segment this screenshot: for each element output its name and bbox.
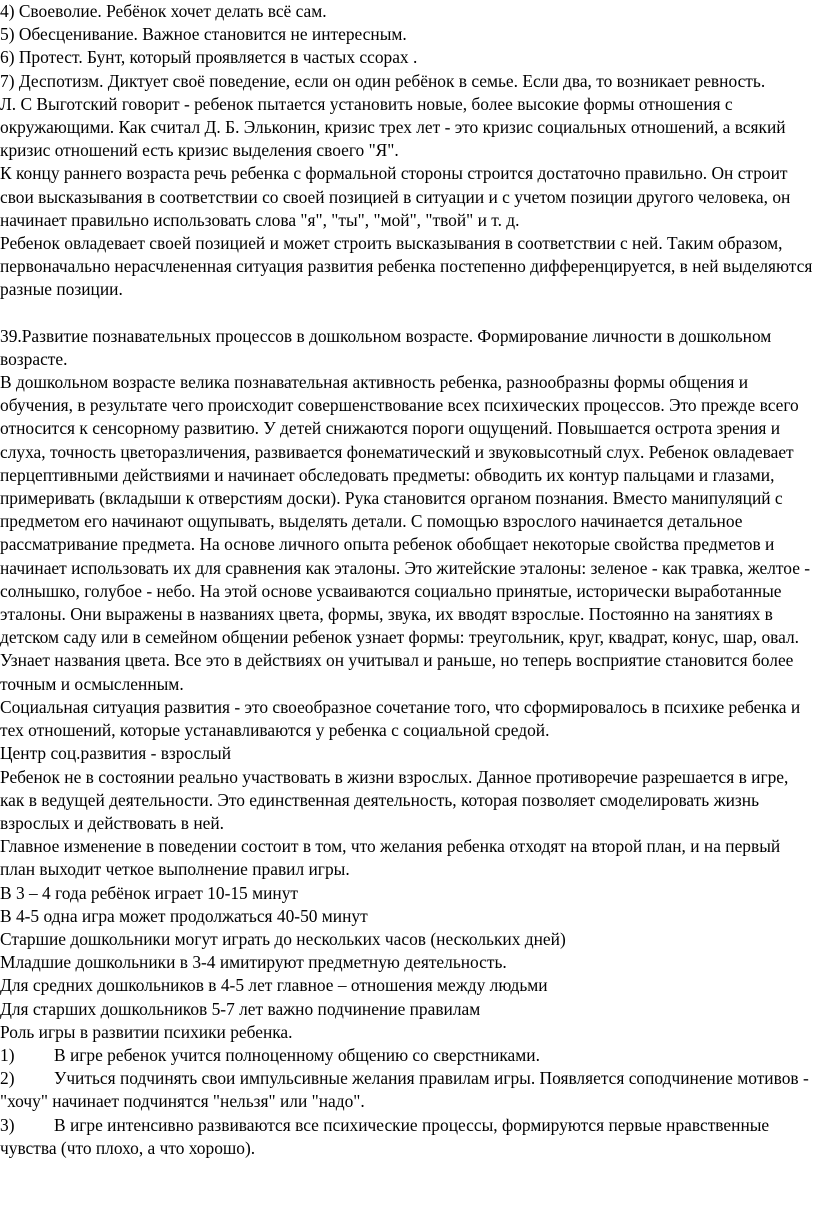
- item-number: 2): [0, 1068, 15, 1089]
- list-item-svoevolie: 4) Своеволие. Ребёнок хочет делать всё сам.: [0, 1, 327, 21]
- section-heading-39: 39.Развитие познавательных процессов в дошкольном возрасте. Формирование личности в дошкольном возрасте.: [0, 325, 772, 369]
- item-text: В игре интенсивно развиваются все психические процессы, формируются первые нравственные чувства (что плохо, а что хорошо).: [0, 1114, 770, 1158]
- paragraph-play-4-5: В 4-5 одна игра может продолжаться 40-50 минут: [0, 905, 368, 926]
- paragraph-role-of-play: Роль игры в развитии психики ребенка.: [0, 1021, 293, 1042]
- item-number: 3): [0, 1114, 15, 1135]
- numbered-item-3: [0, 1114, 814, 1160]
- paragraph-middle: Для средних дошкольников в 4-5 лет главное – отношения между людьми: [0, 975, 548, 996]
- paragraph-social-situation: Социальная ситуация развития - это своеобразное сочетание того, что сформировалось в психике ребенка и тех отношений, которые устанавливаются у ребенка с социальной средой.: [0, 696, 801, 741]
- paragraph-speech: К концу раннего возраста речь ребенка с формальной стороны строится достаточно правильно. Он строит свои высказывания в соответствии со своей позицией в ситуации и с учетом позиции другого человека, он начинает правильно использовать слова "я", "ты", "мой", "твой" и т. д.: [0, 163, 791, 230]
- numbered-item-2: [0, 1067, 814, 1113]
- paragraph-play-contradiction: Ребенок не в состоянии реально участвовать в жизни взрослых. Данное противоречие разрешается в игре, как в ведущей деятельности. Это единственная деятельность, которая позволяет смоделировать жизнь взрослых и действовать в ней.: [0, 766, 789, 833]
- item-text: Учиться подчинять свои импульсивные желания правилам игры. Появляется соподчинение мотивов - "хочу" начинает подчинятся "нельзя" или "надо".: [0, 1068, 809, 1112]
- paragraph-older-play: Старшие дошкольники могут играть до нескольких часов (нескольких дней): [0, 928, 566, 949]
- list-item-obescenivanie: 5) Обесценивание. Важное становится не интересным.: [0, 24, 407, 45]
- item-number: 1): [0, 1044, 15, 1065]
- paragraph-vygotsky: Л. С Выготский говорит - ребенок пытается установить новые, более высокие формы отношения с окружающими. Как считал Д. Б. Эльконин, кризис трех лет - это кризис социальных отношений, а всякий кризис отношений есть кризис выделения своего "Я".: [0, 93, 786, 161]
- paragraph-main-change: Главное изменение в поведении состоит в том, что желания ребенка отходят на второй план, и на первый план выходит четкое выполнение правил игры.: [0, 836, 781, 880]
- item-text: В игре ребенок учится полноценному общению со сверстниками.: [54, 1044, 540, 1065]
- numbered-item-1: [0, 1044, 814, 1067]
- paragraph-older-rules: Для старших дошкольников 5-7 лет важно подчинение правилам: [0, 998, 481, 1019]
- blank-line: [0, 302, 814, 325]
- paragraph-cognitive-development: В дошкольном возрасте велика познавательная активность ребенка, разнообразны формы общения и обучения, в результате чего происходит совершенствование всех психических процессов. Это прежде всего относится к сенсорному развитию. У детей снижаются пороги ощущений. Повышается острота зрения и слуха, точность цветоразличения, развивается фонематический и звуковысотный слух. Ребенок овладевает перцептивными действиями и начинает обследовать предметы: обводить их контур пальцами и глазами, примеривать (вкладыши к отверстиям доски). Рука становится органом познания. Вместо манипуляций с предметом его начинают ощупывать, выделять детали. С помощью взрослого начинается детальное рассматривание предмета. На основе личного опыта ребенок обобщает некоторые свойства предметов и начинает использовать их для сравнения как эталоны. Это житейские эталоны: зеленое - как травка, желтое - солнышко, голубое - небо. На этой основе усваиваются социально принятые, исторически выработанные эталоны. Они выражены в названиях цвета, формы, звука, их вводят взрослые. Постоянно на занятиях в детском саду или в семейном общении ребенок узнает формы: треугольник, круг, квадрат, конус, шар, овал. Узнает названия цвета. Все это в действиях он учитывал и раньше, но теперь восприятие становится более точным и осмысленным.: [0, 372, 811, 694]
- paragraph-younger: Младшие дошкольники в 3-4 имитируют предметную деятельность.: [0, 952, 507, 973]
- list-item-protest: 6) Протест. Бунт, который проявляется в частых ссорах .: [0, 47, 418, 68]
- paragraph-play-3-4: В 3 – 4 года ребёнок играет 10-15 минут: [0, 882, 299, 903]
- paragraph-center: Центр соц.развития - взрослый: [0, 743, 231, 764]
- paragraph-position: Ребенок овладевает своей позицией и может строить высказывания в соответствии с ней. Таким образом, первоначально нерасчлененная ситуация развития ребенка постепенно дифференцируется, в ней выделяются разные позиции.: [0, 233, 813, 300]
- list-item-despotizm: 7) Деспотизм. Диктует своё поведение, если он один ребёнок в семье. Если два, то возникает ревность.: [0, 70, 766, 91]
